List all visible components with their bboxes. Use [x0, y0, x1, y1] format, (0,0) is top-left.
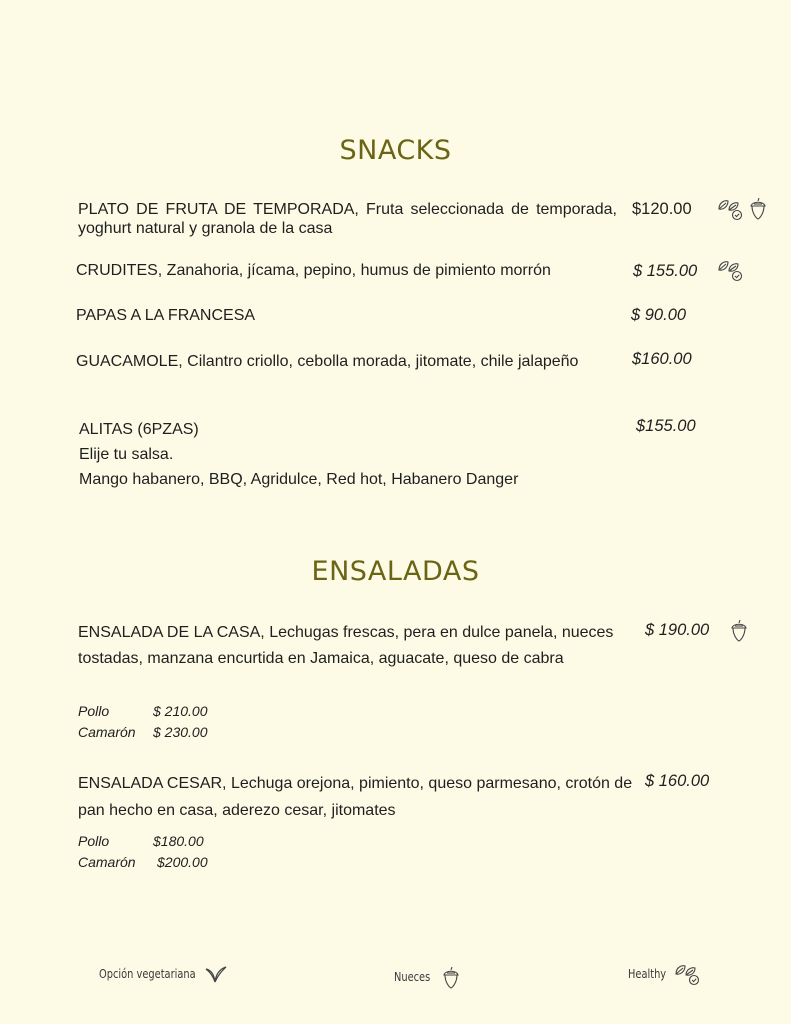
vegetarian-icon [205, 964, 227, 984]
snacks-title: SNACKS [339, 135, 452, 166]
healthy-icon [716, 197, 744, 223]
alitas-line2: Elije tu salsa. [79, 446, 174, 463]
extra-price-pollo: $180.00 [153, 833, 204, 849]
nut-icon [440, 966, 462, 990]
healthy-icon [716, 258, 744, 284]
alitas-name: ALITAS (6PZAS) [79, 421, 199, 438]
price-fruta: $120.00 [632, 200, 692, 218]
menu-item-fruta: PLATO DE FRUTA DE TEMPORADA, Fruta seleccionada de temporada, yoghurt natural y granola de la casa [78, 201, 617, 237]
nut-icon [747, 197, 769, 221]
price-alitas: $155.00 [636, 417, 696, 435]
extra-label-pollo: Pollo [78, 833, 110, 849]
menu-item-papas: PAPAS A LA FRANCESA [76, 307, 256, 324]
extra-price-camaron: $200.00 [157, 854, 208, 870]
nut-icon [728, 619, 750, 643]
price-crudites: $ 155.00 [633, 262, 698, 280]
menu-item-ensalada-casa: ENSALADA DE LA CASA, Lechugas frescas, pera en dulce panela, nueces tostadas, manzana encurtida en Jamaica, aguacate, queso de cabra [78, 624, 614, 667]
legend-nuts-label: Nueces [394, 970, 431, 984]
price-ensalada-cesar: $ 160.00 [645, 772, 710, 790]
menu-item-guacamole: GUACAMOLE, Cilantro criollo, cebolla morada, jitomate, chile jalapeño [76, 353, 579, 370]
extra-price-pollo: $ 210.00 [153, 703, 208, 719]
ensaladas-title: ENSALADAS [311, 556, 480, 587]
price-guacamole: $160.00 [632, 350, 692, 368]
legend-healthy-label: Healthy [628, 967, 667, 981]
healthy-icon [673, 962, 701, 988]
extra-label-camaron: Camarón [78, 854, 136, 870]
price-ensalada-casa: $ 190.00 [645, 621, 710, 639]
legend-vegetarian-label: Opción vegetariana [99, 967, 196, 981]
menu-item-crudites: CRUDITES, Zanahoria, jícama, pepino, humus de pimiento morrón [76, 262, 551, 279]
extra-price-camaron: $ 230.00 [153, 724, 208, 740]
menu-item-ensalada-cesar: ENSALADA CESAR, Lechuga orejona, pimiento, queso parmesano, crotón de pan hecho en casa, aderezo cesar, jitomates [78, 775, 633, 819]
menu-item-alitas [79, 417, 518, 492]
alitas-line3: Mango habanero, BBQ, Agridulce, Red hot, Habanero Danger [79, 471, 519, 488]
price-papas: $ 90.00 [631, 306, 687, 324]
extra-label-camaron: Camarón [78, 724, 136, 740]
extra-label-pollo: Pollo [78, 703, 110, 719]
